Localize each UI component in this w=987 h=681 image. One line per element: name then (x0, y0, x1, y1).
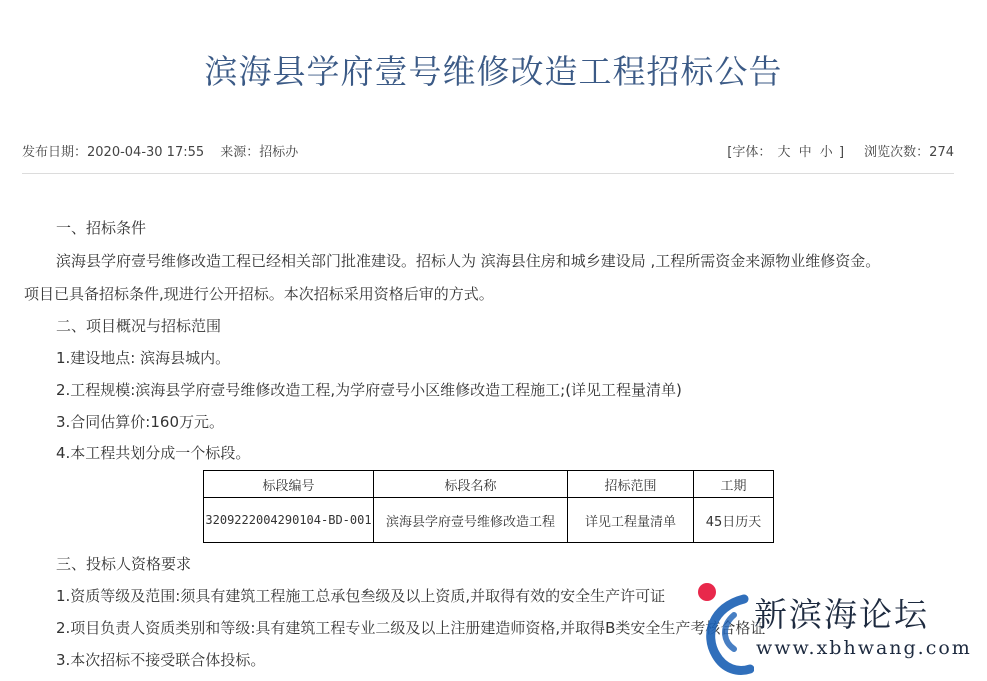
forum-watermark (690, 575, 987, 681)
article-title: 滨海县学府壹号维修改造工程招标公告 (204, 52, 783, 91)
table-cell-section-id: 3209222004290104-BD-001 (204, 498, 374, 543)
paragraph-conditions-1: 滨海县学府壹号维修改造工程已经相关部门批准建设。招标人为 滨海县住房和城乡建设局 ,工程所需资金来源物业维修资金。 (56, 252, 881, 270)
overview-item-price: 3.合同估算价:160万元。 (56, 413, 224, 431)
section-heading-qualifications: 三、投标人资格要求 (56, 555, 192, 573)
meta-right (727, 142, 954, 164)
qualification-item-manager: 2.项目负责人资质类别和等级:具有建筑工程专业二级及以上注册建造师资格,并取得B类安全生产考核合格证 (56, 619, 766, 637)
view-count: 浏览次数：274 (864, 145, 954, 160)
table-header-cell: 标段名称 (374, 471, 568, 498)
paragraph-conditions-2: 项目已具备招标条件,现进行公开招标。本次招标采用资格后审的方式。 (24, 285, 494, 303)
table-cell-scope: 详见工程量清单 (568, 498, 694, 543)
sections-table (203, 470, 774, 543)
overview-item-sections: 4.本工程共划分成一个标段。 (56, 444, 251, 462)
overview-item-scale: 2.工程规模:滨海县学府壹号维修改造工程,为学府壹号小区维修改造工程施工;(详见工程量清单) (56, 381, 682, 399)
font-size-large-button[interactable]: 大 (777, 145, 791, 160)
section-heading-overview: 二、项目概况与招标范围 (56, 317, 222, 335)
table-header-cell: 标段编号 (204, 471, 374, 498)
section-heading-conditions: 一、招标条件 (56, 219, 147, 237)
font-size-bracket-close: ] (838, 145, 845, 160)
font-size-small-button[interactable]: 小 (819, 145, 833, 160)
font-size-medium-button[interactable]: 中 (798, 145, 812, 160)
table-header-cell: 工期 (694, 471, 774, 498)
table-cell-duration: 45日历天 (694, 498, 774, 543)
meta-left (22, 142, 310, 164)
qualification-item-consortium: 3.本次招标不接受联合体投标。 (56, 651, 266, 669)
overview-item-location: 1.建设地点: 滨海县城内。 (56, 349, 231, 367)
table-cell-section-name: 滨海县学府壹号维修改造工程 (374, 498, 568, 543)
font-size-bracket-open: [字体： (727, 145, 772, 160)
qualification-item-grade: 1.资质等级及范围:须具有建筑工程施工总承包叁级及以上资质,并取得有效的安全生产许可证 (56, 587, 666, 605)
font-size-control (727, 145, 848, 160)
meta-divider (22, 173, 954, 174)
publish-date: 发布日期：2020-04-30 17:55 (22, 145, 205, 160)
forum-watermark-name: 新滨海论坛 (754, 595, 929, 634)
forum-watermark-url: www.xbhwang.com (756, 637, 972, 659)
forum-logo-dot-icon (698, 583, 716, 601)
source: 来源：招标办 (220, 145, 299, 160)
table-header-cell: 招标范围 (568, 471, 694, 498)
table-row (204, 498, 774, 543)
article-meta (22, 142, 954, 164)
table-header-row (204, 471, 774, 498)
